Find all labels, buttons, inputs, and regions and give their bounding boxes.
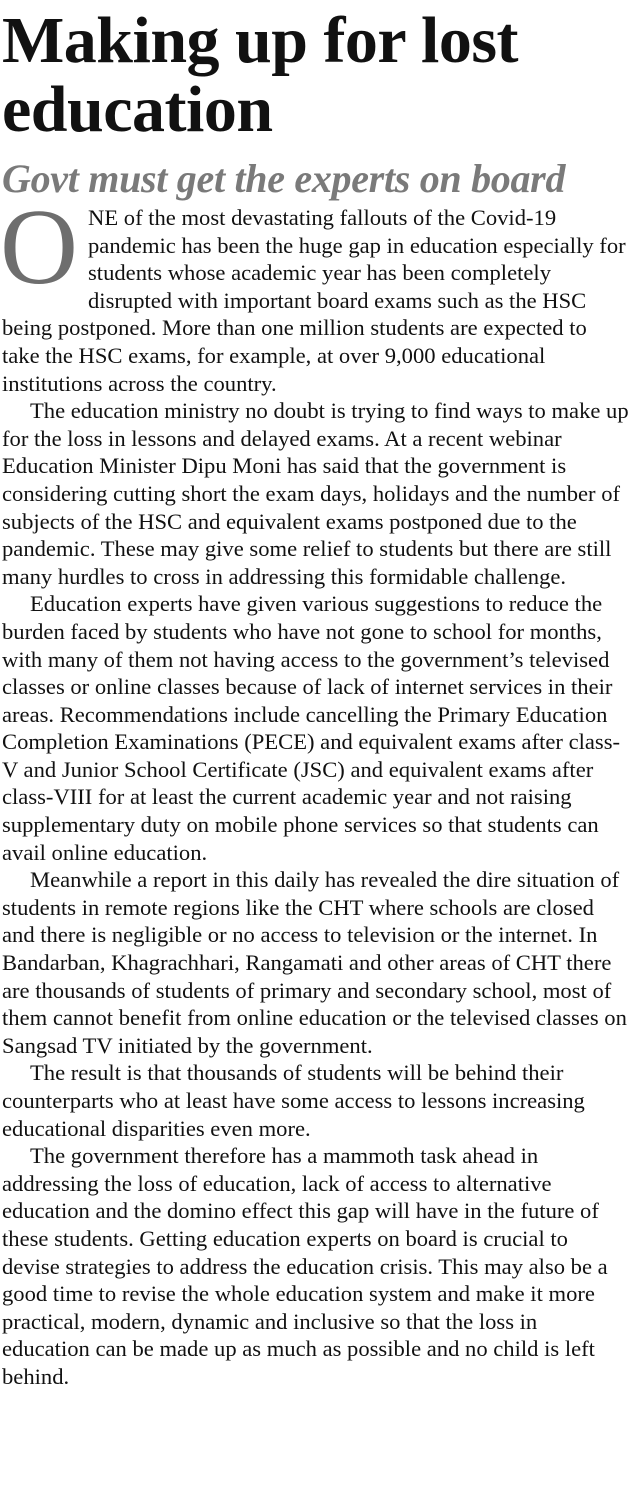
headline: Making up for lost education [2,4,519,146]
article-body [0,188,629,1391]
paragraph-3: Education experts have given various suggestions to reduce the burden faced by students who have not gone to school for months, with many of them not having access to the government’s televised classes or online classes because of lack of internet services in their areas. Recommendations include cancelling the Primary Education Completion Examinations (PECE) and equivalent exams after class-V and Junior School Certificate (JSC) and equivalent exams after class-VIII for at least the current academic year and not raising supplementary duty on mobile phone services so that students can avail online education. [2,591,621,865]
subheadline: Govt must get the experts on board [2,156,566,201]
paragraph-4: Meanwhile a report in this daily has revealed the dire situation of students in remote regions like the CHT where schools are closed and there is negligible or no access to television or the internet. In Bandarban, Khagrachhari, Rangamati and other areas of CHT there are thousands of students of primary and secondary school, most of them cannot benefit from online education or the televised classes on Sangsad TV initiated by the government. [2,867,627,1058]
paragraph-1 [0,188,629,397]
drop-cap: O [0,188,78,307]
paragraph-2: The education ministry no doubt is trying to find ways to make up for the loss in lessons and delayed exams. At a recent webinar Education Minister Dipu Moni has said that the government is considering cutting short the exam days, holidays and the number of subjects of the HSC and equivalent exams postponed due to the pandemic. These may give some relief to students but there are still many hurdles to cross in addressing this formidable challenge. [2,398,629,589]
paragraph-6: The government therefore has a mammoth task ahead in addressing the loss of education, lack of access to alternative education and the domino effect this gap will have in the future of these students. Getting education experts on board is crucial to devise strategies to address the education crisis. This may also be a good time to revise the whole education system and make it more practical, modern, dynamic and inclusive so that the loss in education can be made up as much as possible and no child is left behind. [2,1143,608,1389]
paragraph-1-text: NE of the most devastating fallouts of the Covid-19 pandemic has been the huge gap in education especially for students whose academic year has been completely disrupted with important board exams such as the HSC being postponed. More than one million students are expected to take the HSC exams, for example, at over 9,000 educational institutions across the country. [2,205,626,396]
paragraph-5: The result is that thousands of students will be behind their counterparts who at least have some access to lessons increasing educational disparities even more. [2,1060,585,1141]
